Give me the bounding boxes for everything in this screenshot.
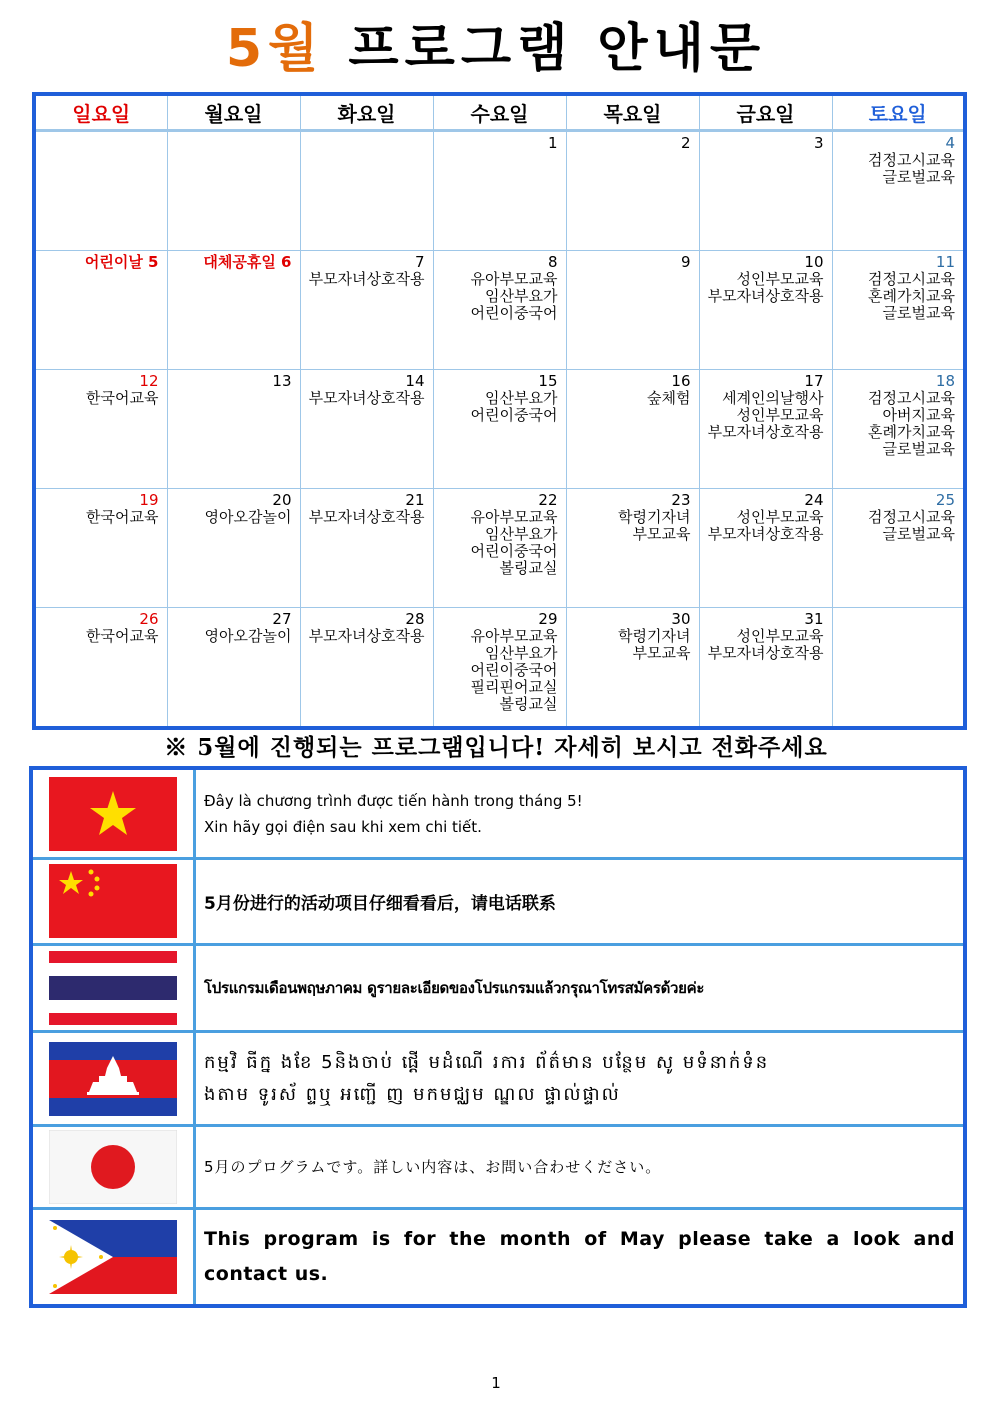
calendar-day-cell xyxy=(566,608,699,729)
day-number: 25 xyxy=(935,491,955,509)
weekday-saturday: 토요일 xyxy=(832,94,965,131)
day-number: 22 xyxy=(538,491,558,509)
program-event: 한국어교육 xyxy=(86,627,159,645)
calendar-day-cell xyxy=(699,251,832,370)
program-event: 영아오감놀이 xyxy=(204,627,292,645)
calendar-day-cell xyxy=(566,370,699,489)
english-message: This program is for the month of May please take a look and contact us. xyxy=(195,1208,966,1306)
program-event: 숲체험 xyxy=(647,389,691,407)
program-event: 성인부모교육 xyxy=(736,508,824,526)
khmer-line: កម្មវិ ធីក្ន ងខែ 5និងចាប់ ផ្ដើ មដំណើ រការ ព័ត៌មាន បន្ថែម សូ មទំនាក់ទំន xyxy=(204,1051,770,1073)
vietnam-flag-icon xyxy=(49,777,177,851)
program-event: 임산부요가 xyxy=(485,389,558,407)
calendar-day-cell xyxy=(699,131,832,251)
program-event: 혼례가치교육 xyxy=(868,423,955,441)
program-event: 임산부요가 xyxy=(485,287,558,305)
program-event: 볼링교실 xyxy=(499,559,558,577)
day-number: 2 xyxy=(680,134,691,152)
program-event: 혼례가치교육 xyxy=(868,287,955,305)
vietnamese-row xyxy=(31,768,965,859)
calendar-day-cell xyxy=(566,251,699,370)
day-number: 26 xyxy=(139,610,159,628)
program-event: 부모자녀상호작용 xyxy=(308,508,425,526)
calendar-day-cell xyxy=(566,489,699,608)
day-number: 17 xyxy=(804,372,824,390)
weekday-sunday: 일요일 xyxy=(34,94,167,131)
program-event: 어린이중국어 xyxy=(470,542,558,560)
day-number: 7 xyxy=(414,253,425,271)
calendar-day-cell xyxy=(167,370,300,489)
program-event: 성인부모교육 xyxy=(736,627,824,645)
weekday-tuesday: 화요일 xyxy=(300,94,433,131)
calendar-day-cell xyxy=(34,608,167,729)
calendar-day-cell xyxy=(832,489,965,608)
japan-flag-icon xyxy=(49,1130,177,1204)
calendar-day-cell xyxy=(300,370,433,489)
calendar-day-cell xyxy=(566,131,699,251)
holiday-label: 대체공휴일 6 xyxy=(203,253,292,271)
day-number: 3 xyxy=(813,134,824,152)
calendar-week-row xyxy=(34,370,965,489)
day-number: 18 xyxy=(935,372,955,390)
day-number: 9 xyxy=(680,253,691,271)
philippines-flag-icon xyxy=(49,1220,177,1294)
program-event: 글로벌교육 xyxy=(882,304,955,322)
program-event: 유아부모교육 xyxy=(470,627,558,645)
day-number: 14 xyxy=(405,372,425,390)
chinese-message: 5月份进行的活动项目仔细看看后，请电话联系 xyxy=(195,859,966,945)
calendar-week-row xyxy=(34,608,965,729)
program-event: 영아오감놀이 xyxy=(204,508,292,526)
calendar-day-cell xyxy=(300,608,433,729)
calendar-week-row xyxy=(34,251,965,370)
program-event: 학령기자녀 xyxy=(618,627,691,645)
japanese-message: 5月のプログラムです。詳しい内容は、お問い合わせください。 xyxy=(195,1126,966,1209)
calendar-day-cell xyxy=(433,370,566,489)
calendar-day-cell xyxy=(699,370,832,489)
title-month: 5월 xyxy=(225,19,325,79)
calendar-day-cell xyxy=(832,251,965,370)
vietnamese-message xyxy=(195,768,966,859)
program-event: 학령기자녀 xyxy=(618,508,691,526)
program-event: 세계인의날행사 xyxy=(722,389,824,407)
calendar-day-cell xyxy=(300,251,433,370)
calendar-week-row xyxy=(34,131,965,251)
calendar-day-cell xyxy=(433,608,566,729)
day-number: 16 xyxy=(671,372,691,390)
program-event: 검정고시교육 xyxy=(868,389,955,407)
calendar-day-cell xyxy=(300,489,433,608)
program-event: 어린이중국어 xyxy=(470,406,558,424)
calendar-table xyxy=(32,92,967,730)
day-number: 11 xyxy=(935,253,955,271)
program-event: 한국어교육 xyxy=(86,389,159,407)
notice-text: ※ 5월에 진행되는 프로그램입니다! 자세히 보시고 전화주세요 xyxy=(164,734,828,761)
khmer-message xyxy=(195,1032,966,1126)
calendar-day-cell xyxy=(167,131,300,251)
vietnamese-line: Xin hãy gọi điện sau khi xem chi tiết. xyxy=(204,817,482,836)
calendar-day-cell xyxy=(300,131,433,251)
day-number: 31 xyxy=(804,610,824,628)
weekday-friday: 금요일 xyxy=(699,94,832,131)
program-event: 필리핀어교실 xyxy=(470,678,558,696)
program-event: 검정고시교육 xyxy=(868,270,955,288)
calendar-day-cell xyxy=(34,370,167,489)
program-event: 글로벌교육 xyxy=(882,440,955,458)
program-event: 임산부요가 xyxy=(485,644,558,662)
program-event: 성인부모교육 xyxy=(736,406,824,424)
program-event: 성인부모교육 xyxy=(736,270,824,288)
title-rest: 프로그램 안내문 xyxy=(348,19,767,79)
day-number: 20 xyxy=(272,491,292,509)
china-flag-icon xyxy=(49,864,177,938)
thai-message: โปรแกรมเดือนพฤษภาคม ดูรายละเอียดของโปรแกรมแล้วกรุณาโทรสมัครด้วยค่ะ xyxy=(195,944,966,1032)
program-event: 부모자녀상호작용 xyxy=(308,627,425,645)
program-event: 부모자녀상호작용 xyxy=(308,270,425,288)
page-title xyxy=(0,14,992,84)
japanese-row xyxy=(31,1126,965,1209)
weekday-monday: 월요일 xyxy=(167,94,300,131)
program-event: 유아부모교육 xyxy=(470,270,558,288)
day-number: 15 xyxy=(538,372,558,390)
calendar-day-cell xyxy=(167,251,300,370)
day-number: 23 xyxy=(671,491,691,509)
weekday-wednesday: 수요일 xyxy=(433,94,566,131)
calendar-day-cell xyxy=(433,131,566,251)
day-number: 29 xyxy=(538,610,558,628)
calendar-day-cell xyxy=(167,608,300,729)
calendar-day-cell xyxy=(832,608,965,729)
program-event: 검정고시교육 xyxy=(868,151,955,169)
calendar-day-cell xyxy=(699,489,832,608)
english-row xyxy=(31,1208,965,1306)
program-event: 임산부요가 xyxy=(485,525,558,543)
program-event: 부모자녀상호작용 xyxy=(707,644,824,662)
khmer-row xyxy=(31,1032,965,1126)
program-event: 볼링교실 xyxy=(499,695,558,713)
program-event: 부모자녀상호작용 xyxy=(707,525,824,543)
program-event: 부모자녀상호작용 xyxy=(707,287,824,305)
program-event: 한국어교육 xyxy=(86,508,159,526)
thai-row xyxy=(31,944,965,1032)
calendar-day-cell xyxy=(433,489,566,608)
day-number: 1 xyxy=(547,134,558,152)
day-number: 30 xyxy=(671,610,691,628)
day-number: 4 xyxy=(945,134,955,152)
calendar-day-cell xyxy=(34,131,167,251)
calendar-day-cell xyxy=(832,131,965,251)
chinese-row xyxy=(31,859,965,945)
day-number: 13 xyxy=(272,372,292,390)
program-event: 부모자녀상호작용 xyxy=(308,389,425,407)
thailand-flag-icon xyxy=(49,951,177,1025)
day-number: 27 xyxy=(272,610,292,628)
khmer-line: ងតាម ទូរស័ ព្ទឬ អញ្ជើ ញ មកមជ្ឈម ណ្ឌល ផ្ទាល់ផ្ទាល់ xyxy=(204,1083,621,1105)
program-event: 유아부모교육 xyxy=(470,508,558,526)
vietnamese-line: Đây là chương trình được tiến hành trong tháng 5! xyxy=(204,791,583,810)
day-number: 10 xyxy=(804,253,824,271)
calendar-day-cell xyxy=(167,489,300,608)
language-messages-table xyxy=(29,766,967,1308)
day-number: 28 xyxy=(405,610,425,628)
page-number: 1 xyxy=(491,1374,501,1392)
calendar-day-cell xyxy=(699,608,832,729)
calendar-day-cell xyxy=(34,489,167,608)
calendar-day-cell xyxy=(34,251,167,370)
day-number: 12 xyxy=(139,372,159,390)
calendar-day-cell xyxy=(832,370,965,489)
day-number: 24 xyxy=(804,491,824,509)
program-event: 어린이중국어 xyxy=(470,304,558,322)
program-event: 검정고시교육 xyxy=(868,508,955,526)
holiday-label: 어린이날 5 xyxy=(84,253,159,271)
program-event: 글로벌교육 xyxy=(882,168,955,186)
weekday-header-row xyxy=(34,94,965,131)
program-event: 아버지교육 xyxy=(882,406,955,424)
program-event: 부모교육 xyxy=(632,525,691,543)
program-event: 글로벌교육 xyxy=(882,525,955,543)
day-number: 21 xyxy=(405,491,425,509)
weekday-thursday: 목요일 xyxy=(566,94,699,131)
calendar-day-cell xyxy=(433,251,566,370)
cambodia-flag-icon xyxy=(49,1042,177,1116)
program-event: 부모자녀상호작용 xyxy=(707,423,824,441)
program-event: 부모교육 xyxy=(632,644,691,662)
day-number: 19 xyxy=(139,491,159,509)
program-event: 어린이중국어 xyxy=(470,661,558,679)
calendar-week-row xyxy=(34,489,965,608)
day-number: 8 xyxy=(547,253,558,271)
